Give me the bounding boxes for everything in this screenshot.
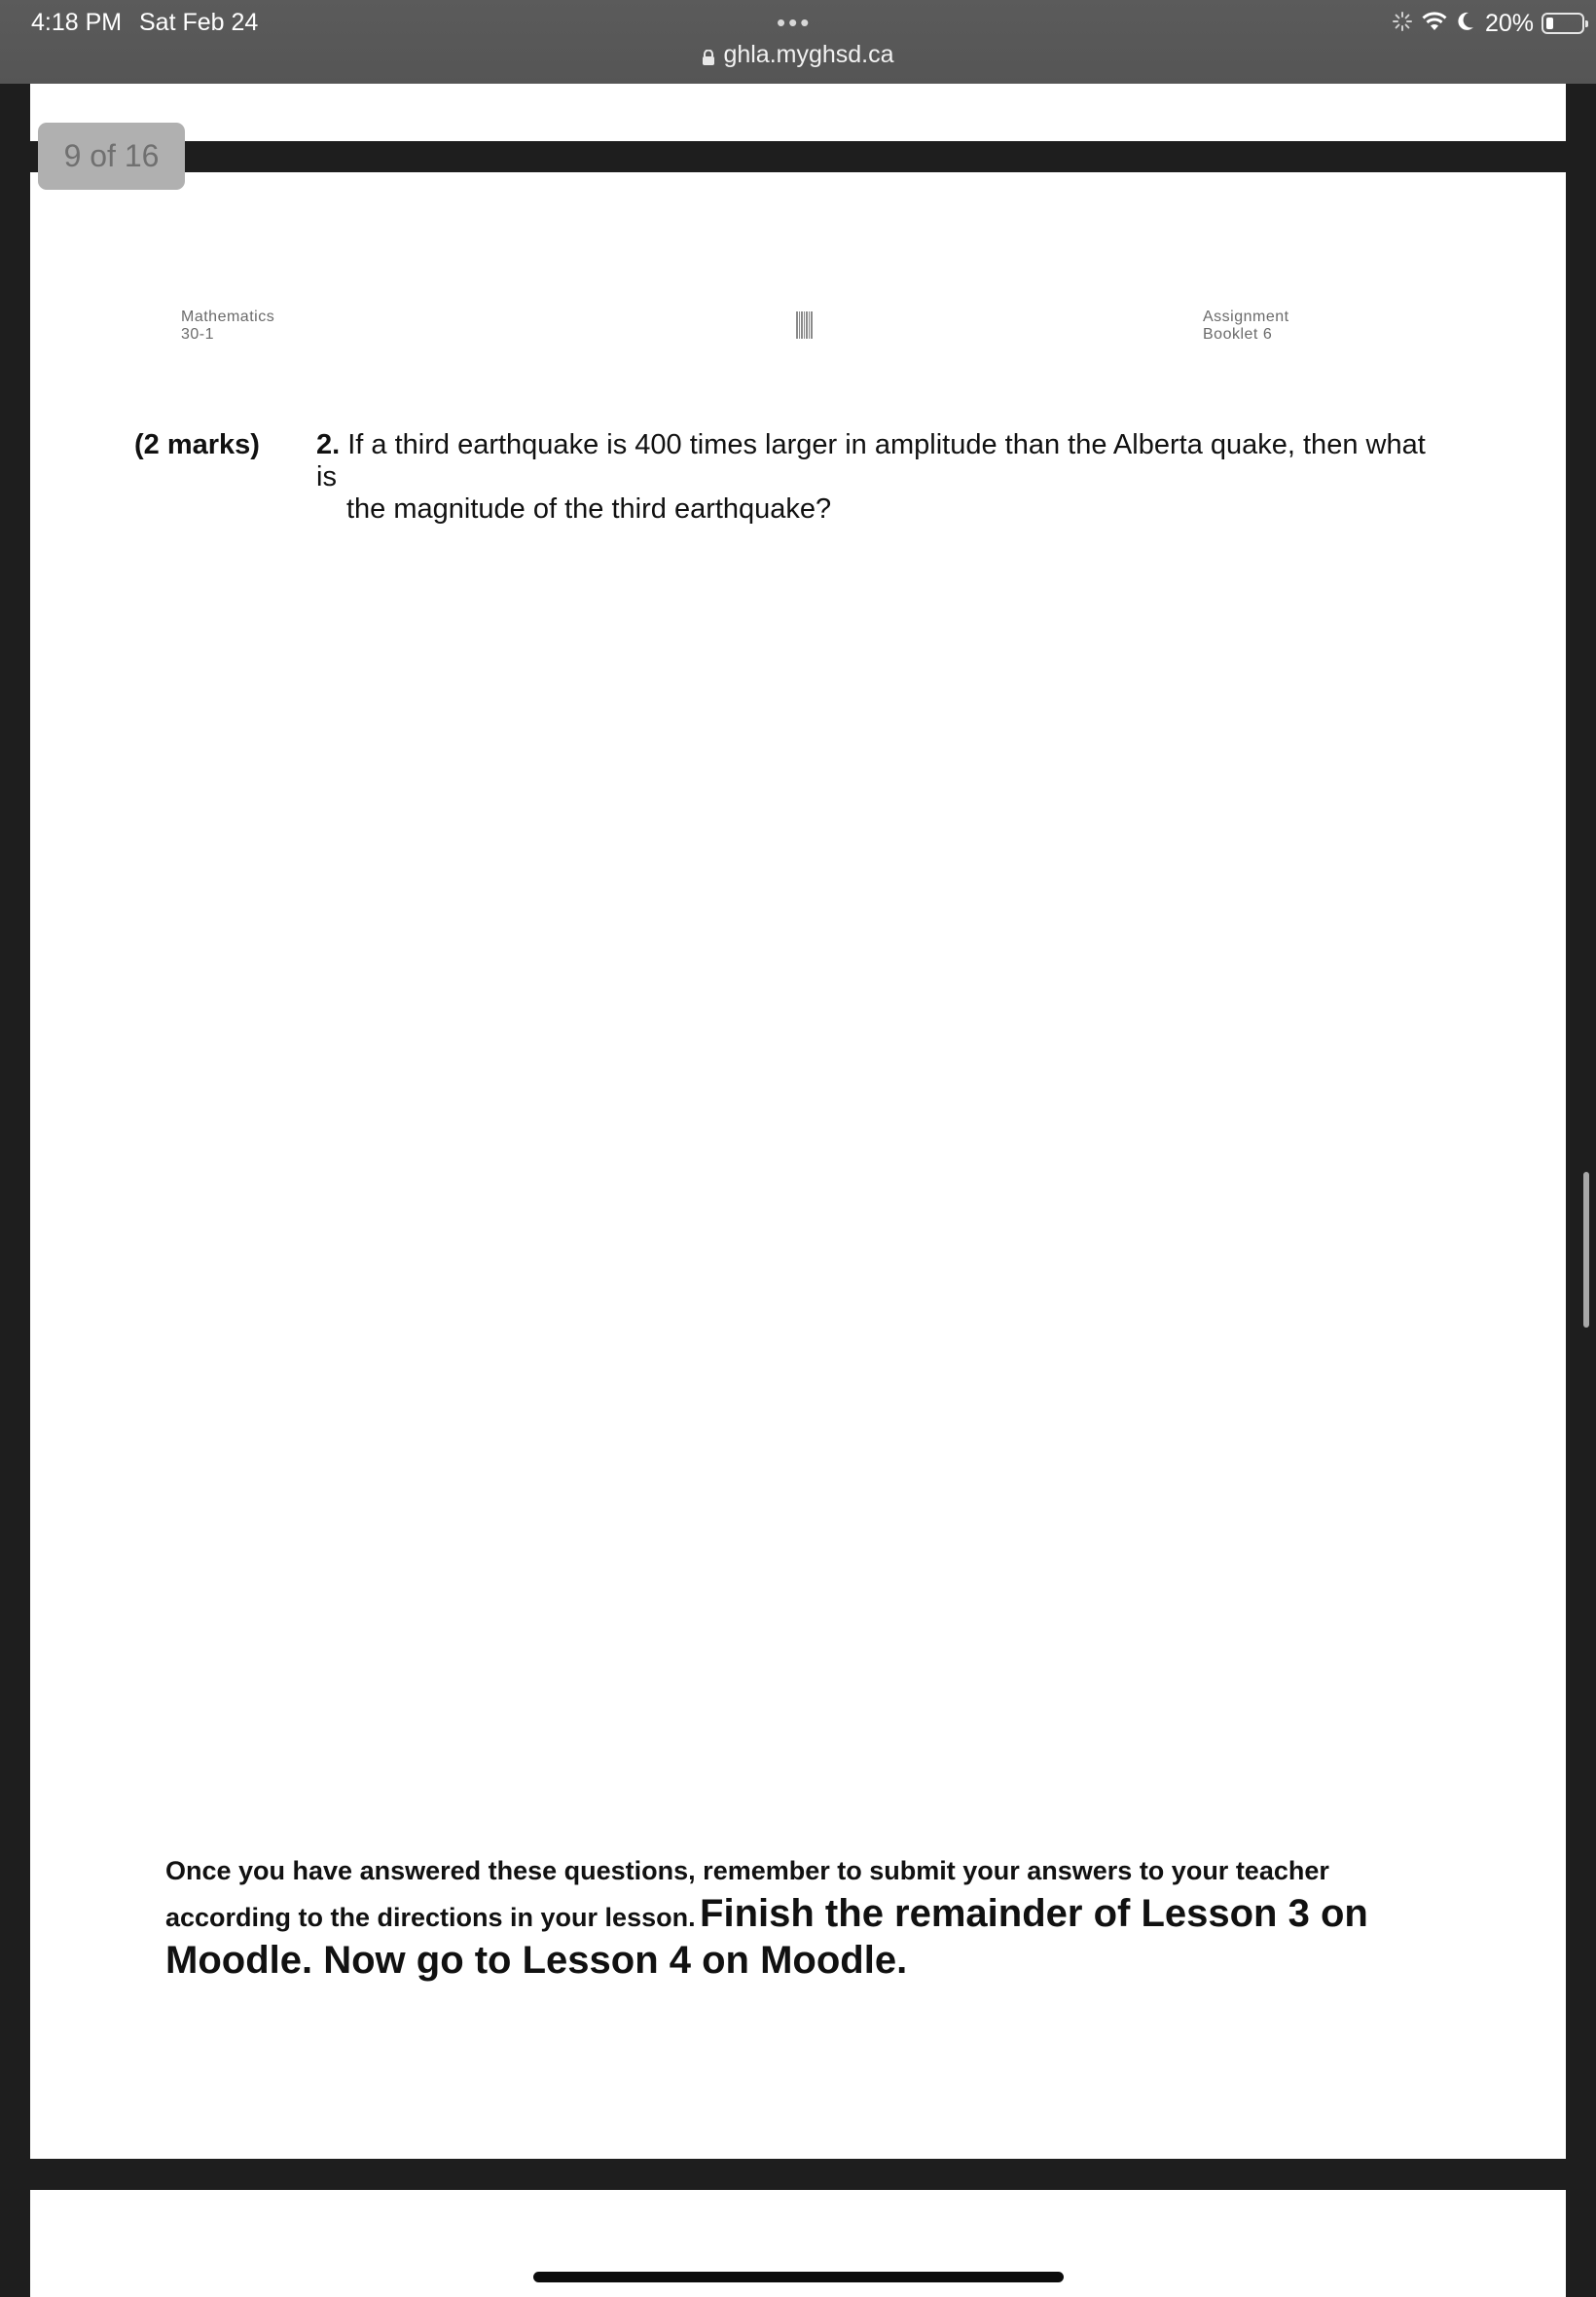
activity-spinner-icon [1392,11,1413,37]
question-line1: If a third earthquake is 400 times larger in amplitude than the Alberta quake, then what is [316,429,1426,492]
question-number: 2. [316,429,341,460]
barcode-icon [796,311,814,339]
previous-page-edge [30,84,1566,141]
question-marks: (2 marks) [134,429,260,460]
closing-instructions [165,1849,1450,1983]
header-booklet [1203,309,1289,344]
battery-fill [1546,18,1553,29]
closing-submit-text: Once you have answered these questions, remember to submit your answers to your teacher according to the directions in your lesson. [165,1856,1329,1932]
status-time: 4:18 PM [31,9,123,36]
header-course [181,309,274,344]
page-counter: 9 of 16 [38,123,185,190]
question-text [316,429,1445,526]
browser-top-bar [0,0,1596,84]
question-line2: the magnitude of the third earthquake? [346,493,832,525]
lock-icon [702,50,715,63]
status-date: Sat Feb 24 [139,9,259,36]
address-bar[interactable] [0,41,1596,69]
scrollbar-thumb[interactable] [1583,1172,1589,1328]
header-course-line2: 30-1 [181,326,215,343]
tab-menu-dots-icon[interactable]: ••• [777,8,813,37]
battery-icon [1542,13,1584,34]
battery-percent: 20% [1484,9,1534,37]
header-course-line1: Mathematics [181,309,275,325]
url-text: ghla.myghsd.ca [723,41,894,68]
header-booklet-line2: Booklet 6 [1203,326,1273,343]
moon-icon [1456,11,1475,37]
home-indicator[interactable] [533,2272,1064,2282]
status-icons [1392,8,1584,39]
wifi-icon [1421,11,1448,37]
header-booklet-line1: Assignment [1203,309,1289,325]
closing-moodle-text: Finish the remainder of Lesson 3 on Moodle. Now go to Lesson 4 on Moodle. [165,1892,1368,1982]
